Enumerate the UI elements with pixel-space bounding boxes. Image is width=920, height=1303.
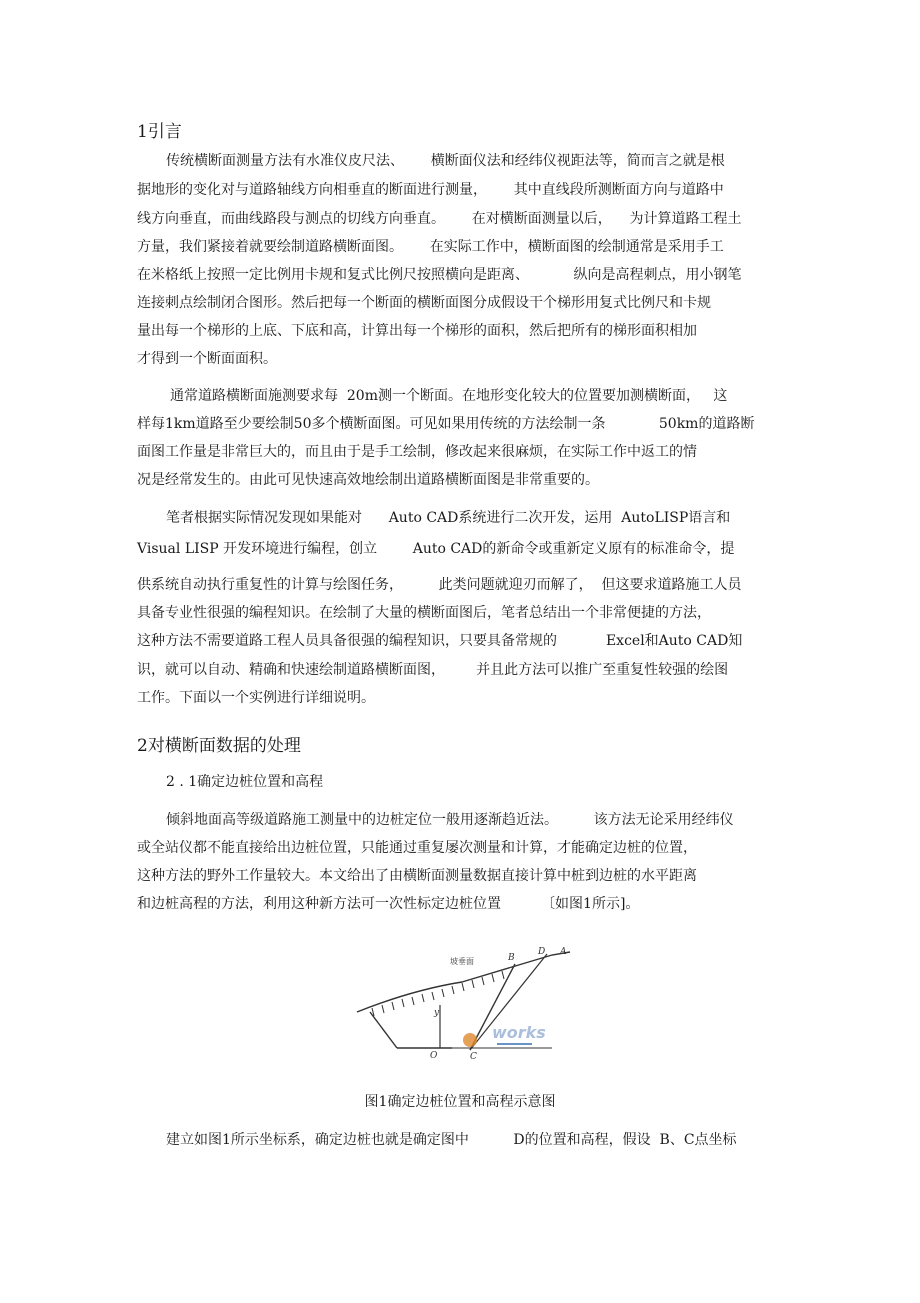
paragraph-line: 这种方法的野外工作量较大。本文给出了由横断面测量数据直接计算中桩到边桩的水平距离 <box>137 868 697 884</box>
paragraph-line: 建立如图1所示坐标系，确定边桩也就是确定图中 D的位置和高程，假设 B、C点坐标 <box>166 1132 737 1148</box>
paragraph-line: 这种方法不需要道路工程人员具备很强的编程知识，只要具备常规的 Excel和Auto CAD知 <box>137 633 743 649</box>
paragraph-line: 倾斜地面高等级道路施工测量中的边桩定位一般用逐渐趋近法。 该方法无论采用经纬仪 <box>166 812 734 828</box>
watermark-text: works <box>492 1023 546 1042</box>
label-d: D <box>538 947 546 957</box>
paragraph-line: Visual LISP 开发环境进行编程，创立 Auto CAD的新命令或重新定义原有的标准命令，提 <box>137 541 735 557</box>
figure-diagram <box>352 940 572 1060</box>
paragraph-line: 工作。下面以一个实例进行详细说明。 <box>137 690 375 706</box>
paragraph-line: 供系统自动执行重复性的计算与绘图任务， 此类问题就迎刃而解了， 但这要求道路施工人员 <box>137 577 742 593</box>
label-a: A <box>560 947 567 957</box>
label-o: O <box>430 1051 438 1060</box>
paragraph-line: 或全站仪都不能直接给出边桩位置，只能通过重复屡次测量和计算，才能确定边桩的位置， <box>137 840 697 856</box>
section1-heading: 1引言 <box>137 122 182 142</box>
section2-subheading: 2 . 1确定边桩位置和高程 <box>166 774 324 790</box>
label-y: y <box>434 1008 440 1018</box>
paragraph-line: 况是经常发生的。由此可见快速高效地绘制出道路横断面图是非常重要的。 <box>137 472 599 488</box>
label-c: C <box>470 1052 477 1060</box>
paragraph-line: 通常道路横断面施测要求每 20m测一个断面。在地形变化较大的位置要加测横断面， 这 <box>170 388 728 404</box>
paragraph-line: 面图工作量是非常巨大的，而且由于是手工绘制，修改起来很麻烦，在实际工作中返工的情 <box>137 444 697 460</box>
paragraph-line: 量出每一个梯形的上底、下底和高，计算出每一个梯形的面积，然后把所有的梯形面积相加 <box>137 323 697 339</box>
paragraph-line: 样每1km道路至少要绘制50多个横断面图。可见如果用传统的方法绘制一条 50km的道路断 <box>137 416 755 432</box>
paragraph-line: 笔者根据实际情况发现如果能对 Auto CAD系统进行二次开发，运用 AutoLISP语言和 <box>166 510 731 526</box>
paragraph-line: 方量，我们紧接着就要绘制道路横断面图。 在实际工作中，横断面图的绘制通常是采用手工 <box>137 239 724 255</box>
paragraph-line: 和边桩高程的方法，利用这种新方法可一次性标定边桩位置 〔如图1所示]。 <box>137 896 640 912</box>
figure-caption: 图1确定边桩位置和高程示意图 <box>364 1094 556 1110</box>
paragraph-line: 连接刺点绘制闭合图形。然后把每一个断面的横断面图分成假设干个梯形用复式比例尺和卡规 <box>137 295 711 311</box>
paragraph-line: 识，就可以自动、精确和快速绘制道路横断面图， 并且此方法可以推广至重复性较强的绘图 <box>137 662 729 678</box>
paragraph-line: 传统横断面测量方法有水准仪皮尺法、 横断面仪法和经纬仪视距法等，简而言之就是根 <box>166 153 725 169</box>
label-curve: 坡垂面 <box>450 957 474 966</box>
paragraph-line: 具备专业性很强的编程知识。在绘制了大量的横断面图后，笔者总结出一个非常便捷的方法， <box>137 605 711 621</box>
paragraph-line: 线方向垂直，而曲线路段与测点的切线方向垂直。 在对横断面测量以后， 为计算道路工程土 <box>137 211 742 227</box>
section2-heading: 2对横断面数据的处理 <box>137 736 301 756</box>
paragraph-line: 在米格纸上按照一定比例用卡规和复式比例尺按照横向是距离、 纵向是高程刺点，用小钢笔 <box>137 267 742 283</box>
paragraph-line: 据地形的变化对与道路轴线方向相垂直的断面进行测量， 其中直线段所测断面方向与道路中 <box>137 182 724 198</box>
label-b: B <box>508 953 515 963</box>
paragraph-line: 才得到一个断面面积。 <box>137 351 277 367</box>
